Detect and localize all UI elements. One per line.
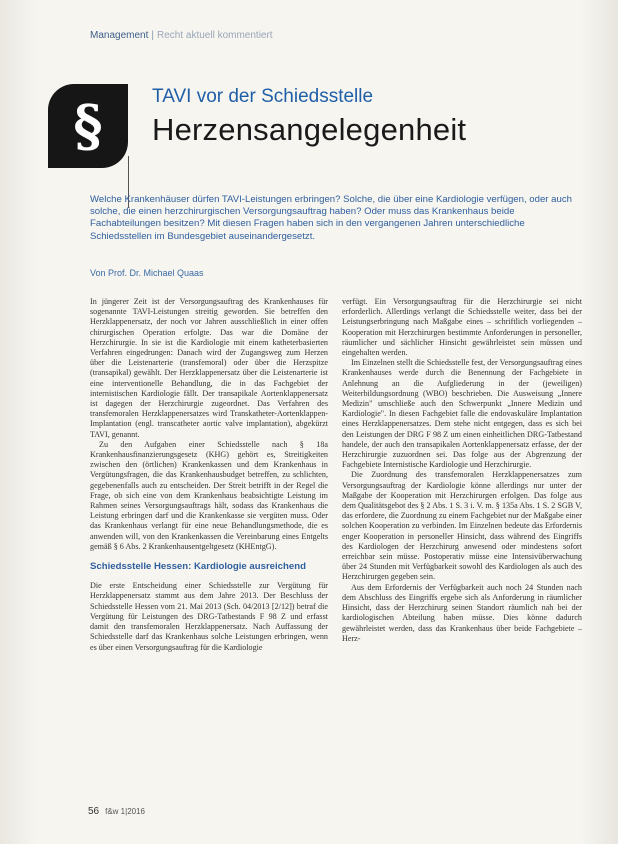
article-headline: Herzensangelegenheit xyxy=(152,112,467,147)
section-kicker xyxy=(90,30,273,41)
section-name: Management xyxy=(90,30,149,41)
kicker-separator: | xyxy=(151,30,154,41)
page-footer xyxy=(88,806,145,817)
article-lead: Welche Krankenhäuser dürfen TAVI-Leistungen erbringen? Solche, die über eine Kardiologie verfügen, oder auch solche, die einen herzchirurgischen Versorgungsauftrag haben? Oder muss das Krankenhaus beide Fachabteilungen besitzen? Mit diesen Fragen haben sich in den vergangenen Jahren unterschiedliche Schiedsstellen im Bundesgebiet auseinandergesetzt. xyxy=(90,194,572,242)
paragraph: In jüngerer Zeit ist der Versorgungsauftrag des Krankenhauses für sogenannte TAVI-Leistungen streitig geworden. Sie betreffen den Herzklappenersatz, der noch vor Jahren ausschließlich in einer offen chirurgischen Operation erfolgte. Das war die Domäne der Herzchirurgie. In sie ist die Kardiologie mit einem katheterbasierten Verfahren eingedrungen: Danach wird der Zugangsweg zum Herzen über die Leistenarterie (transfemoral) oder über die Herzspitze (transapikal) gewählt. Der Herzklappenersatz über die Leistenarterie ist eine interventionelle Behandlung, die in das Fachgebiet der internistischen Kardiologie fällt. Der transapikale Aortenklappenersatz ist dagegen der Herzchirurgie zugeordnet. Das Verfahren des transfemoralen Herzklappenersatzes wird Transkatheter-Aortenklappen-Implantation (engl. transcatheter aortic valve implantation), abgekürzt TAVI, genannt. xyxy=(90,297,328,439)
body-column-right xyxy=(342,297,582,644)
article-overline: TAVI vor der Schiedsstelle xyxy=(152,86,374,107)
paragraph-sign-icon: § xyxy=(73,93,103,159)
page-number: 56 xyxy=(88,806,100,817)
magazine-issue: f&w 1|2016 xyxy=(105,807,146,816)
paragraph: verfügt. Ein Versorgungsauftrag für die Herzchirurgie sei nicht erforderlich. Allerdings verlangt die Schiedsstelle weiter, dass bei der Leistungserbringung nach Maßgabe eines – schriftlich vorliegenden – Kooperation mit Herzchirurgen bestimmte Anforderungen in personeller, räumlicher und sächlicher Hinsicht gewährleistet sein müssen und eingehalten werden. xyxy=(342,297,582,358)
body-column-left xyxy=(90,297,328,653)
paragraph: Im Einzelnen stellt die Schiedsstelle fest, der Versorgungsauftrag eines Krankenhauses werde durch die Benennung der Fachgebiete in Anlehnung an die Aufgliederung in der (jeweiligen) Weiterbildungsordnung (WBO) beschrieben. Die Ausweisung „Innere Medizin" umschließe auch den Schwerpunkt „Innere Medizin und Kardiologie". In diesen Fachgebiet falle die endovaskuläre Implantation eines Herzklappenersatzes. Dem stehe nicht entgegen, dass es sich bei den Leistungen der DRG F 98 Z um einen einheitlichen DRG-Tatbestand handele, der auch den transapikalen Aortenklappenersatz erfasse, der der Herzchirurgie zuzuordnen sei. Das folge aus der Abgrenzung der Fachgebiete Internistische Kardiologie und Herzchirurgie. xyxy=(342,358,582,470)
section-heading: Schiedsstelle Hessen: Kardiologie ausreichend xyxy=(90,561,306,573)
paragraph-badge xyxy=(48,84,128,168)
paragraph: Aus dem Erfordernis der Verfügbarkeit auch noch 24 Stunden nach dem Abschluss des Eingriffs ergebe sich als Anforderung in räumlicher Hinsicht, dass der Herzchirurg seinen Standort räumlich nah bei der kardiologischen Abteilung haben müsse. Dies könne dadurch gewährleistet werden, dass das Krankenhaus über beide Fachgebiete – Herz- xyxy=(342,582,582,643)
author-byline: Von Prof. Dr. Michael Quaas xyxy=(90,268,204,278)
paragraph: Die erste Entscheidung einer Schiedsstelle zur Vergütung für Herzklappenersatz stammt aus dem Jahre 2013. Der Beschluss der Schiedsstelle Hessen vom 21. Mai 2013 (Sch. 04/2013 [2/12]) betraf die Vergütung für Leistungen des DRG-Tatbestands F 98 Z und erfasst damit den transfemoralen Herzklappenersatz. Nach Auffassung der Schiedsstelle darf das Krankenhaus solche Leistungen erbringen, wenn es über einen Versorgungsauftrag für die Kardiologie xyxy=(90,581,328,652)
subsection-name: Recht aktuell kommentiert xyxy=(156,30,273,41)
paragraph: Zu den Aufgaben einer Schiedsstelle nach § 18a Krankenhausfinanzierungsgesetz (KHG) gehört es, Streitigkeiten zwischen den (örtlichen) Krankenkassen und dem Krankenhaus in Vergütungsfragen, die das Krankenhausbudget betreffen, zu schlichten, gegebenenfalls auch zu entscheiden. Der Streit betrifft in der Regel die Frage, ob sich eine von dem Krankenhaus beabsichtigte Leistung im Rahmen seines Versorgungsauftrags hält, sodass das Krankenhaus die Leistung erbringen darf und die Krankenkasse sie vergüten muss. Oder das Krankenhaus verlangt für eine neue Behandlungsmethode, die es anwenden will, von den Krankenkassen die Vereinbarung eines Entgelts gemäß § 6 Abs. 2 Krankenhausentgeltgesetz (KHEntgG). xyxy=(90,439,328,551)
paragraph: Die Zuordnung des transfemoralen Herzklappenersatzes zum Versorgungsauftrag der Kardiologie könne allerdings nur unter der Maßgabe der Kooperation mit Herzchirurgen erfolgen. Das folge aus dem Qualitätsgebot des § 2 Abs. 1 S. 3 i. V. m. § 135a Abs. 1 S. 2 SGB V, das erfordere, die Zuordnung zu einem Fachgebiet nur der Maßgabe einer solchen Kooperation zu verbinden. Im Einzelnen bedeute das Erfordernis enger Kooperation in personeller Hinsicht, dass während des Eingriffs des Kardiologen der Herzchirurg anwesend oder mindestens sofort erreichbar sein müsse. Postoperativ müsse eine Intensivüberwachung über 24 Stunden mit Verfügbarkeit sowohl des Kardiologen als auch des Herzchirurgen gegeben sein. xyxy=(342,470,582,582)
